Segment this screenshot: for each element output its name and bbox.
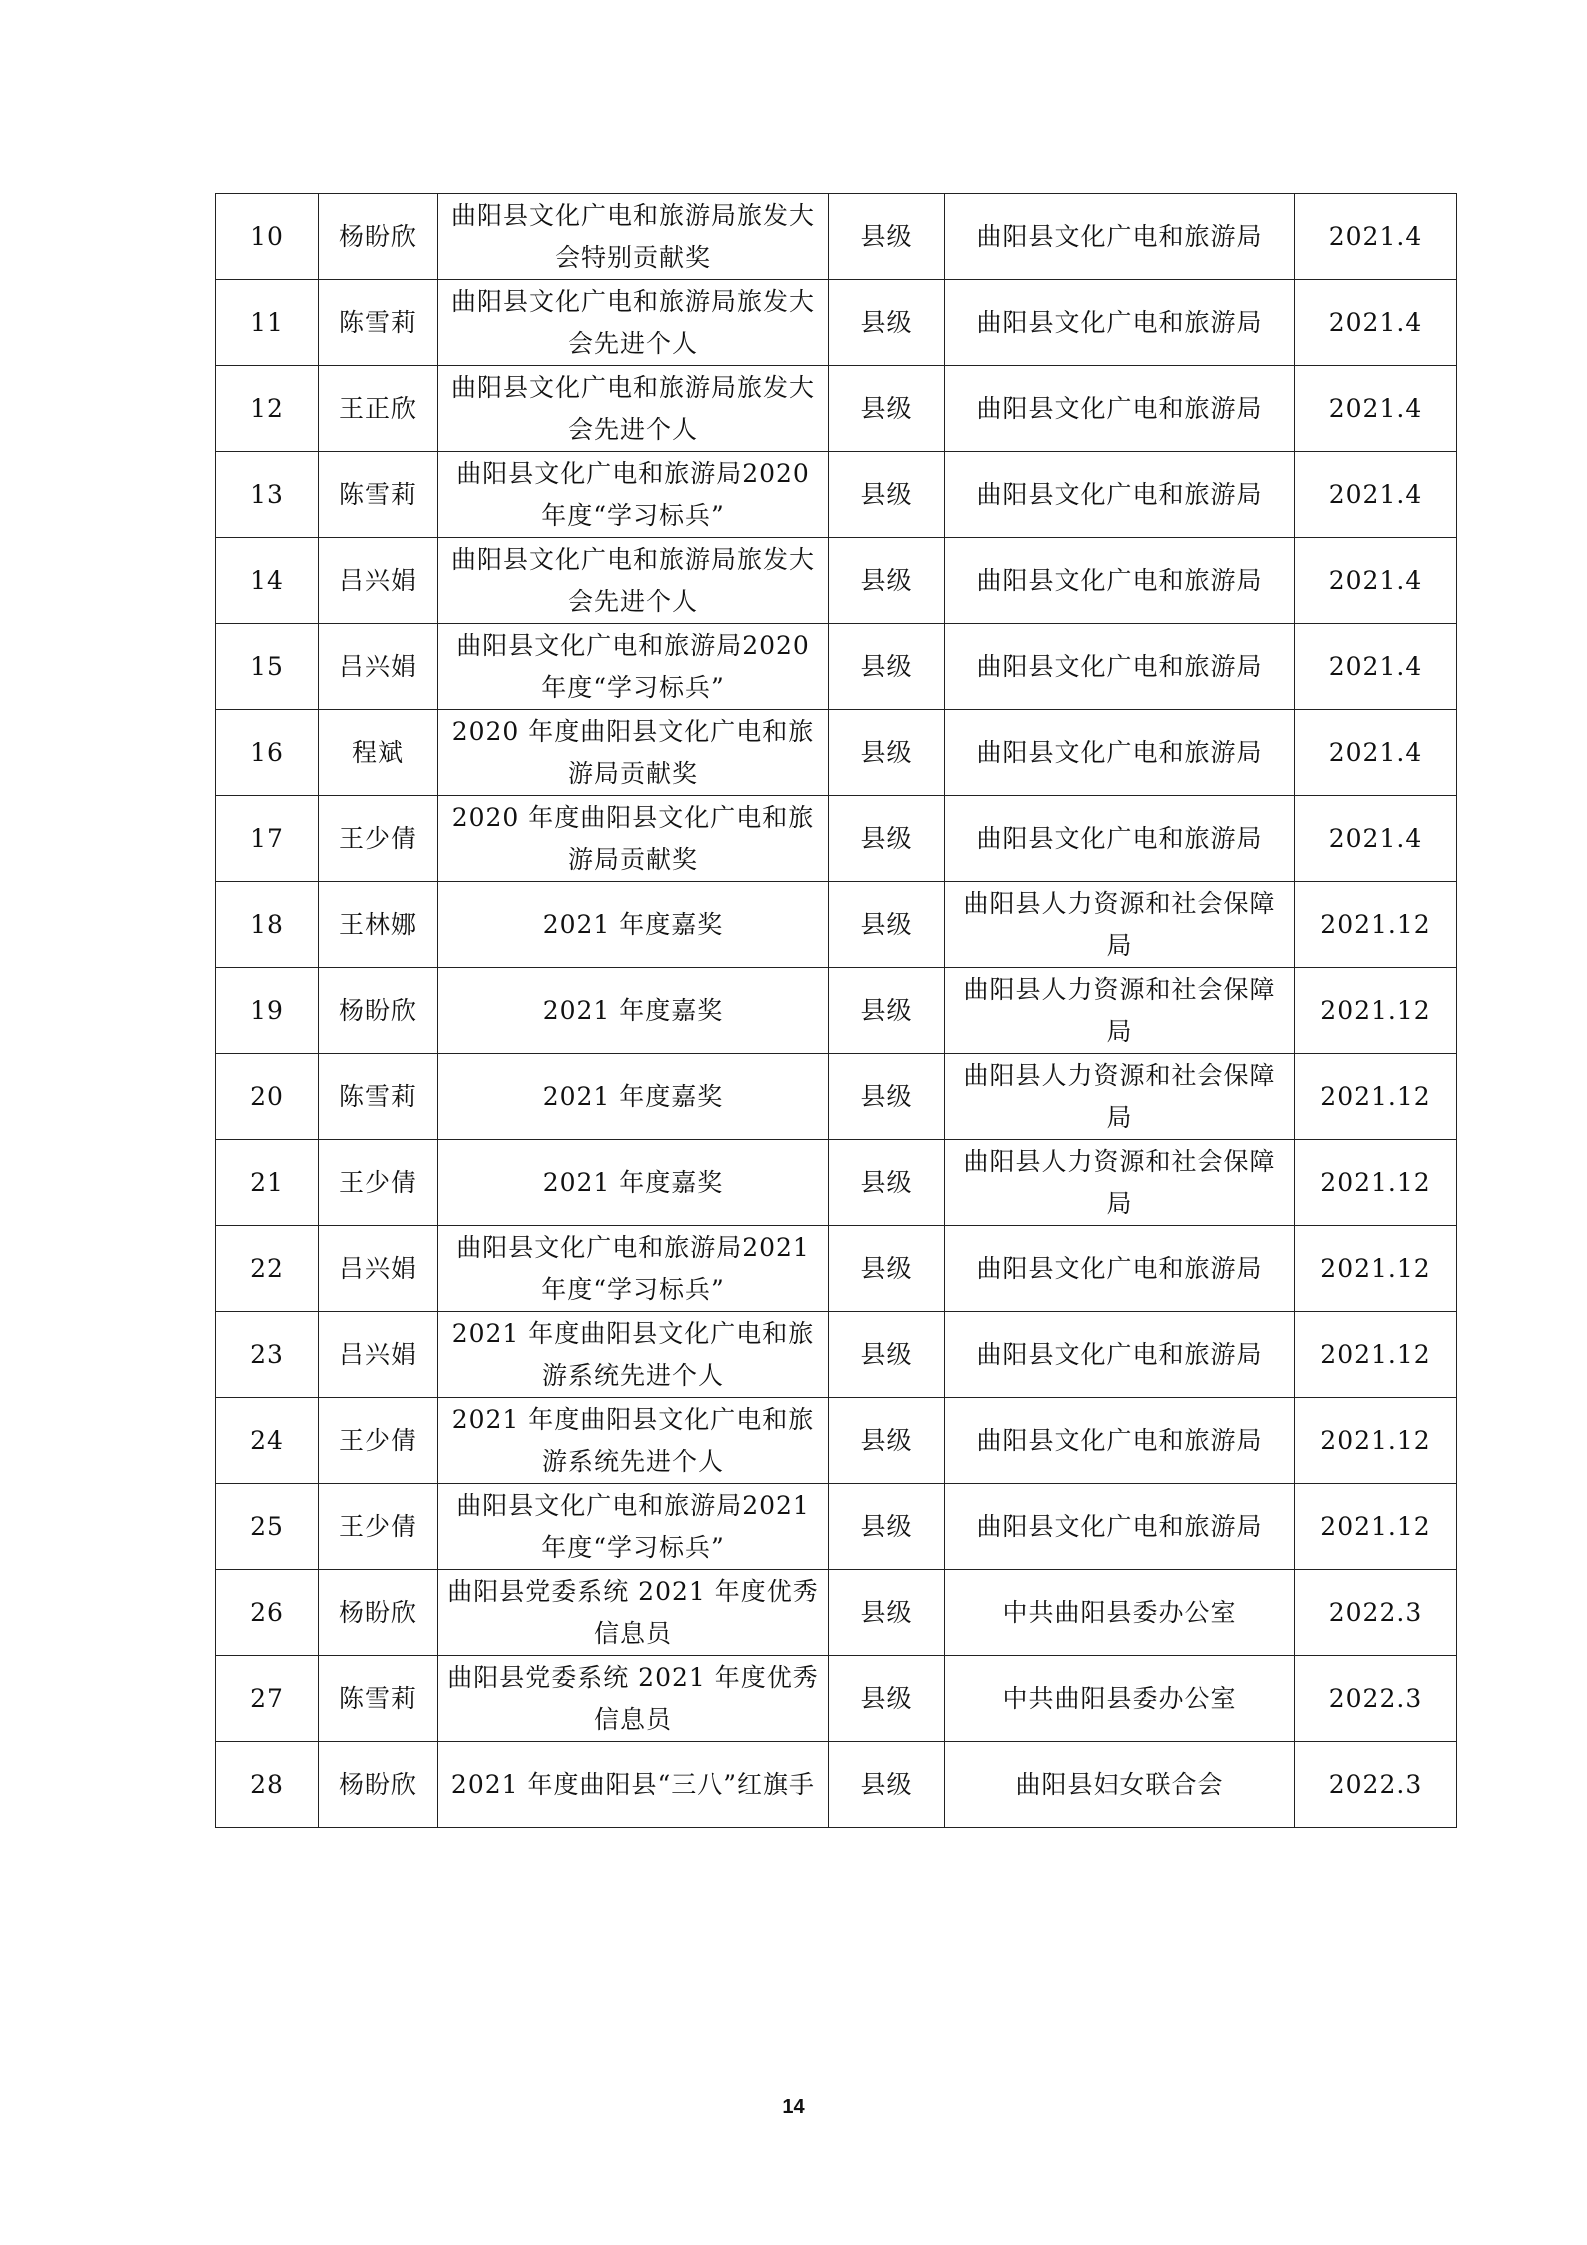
row-number: 11 — [216, 280, 319, 366]
table-row — [216, 538, 1457, 624]
award-level: 县级 — [829, 1140, 945, 1226]
table-row — [216, 1312, 1457, 1398]
table-row — [216, 968, 1457, 1054]
award-date: 2022.3 — [1295, 1656, 1457, 1742]
awards-table — [215, 193, 1457, 1828]
award-date: 2021.4 — [1295, 538, 1457, 624]
row-number: 25 — [216, 1484, 319, 1570]
winner-name: 杨盼欣 — [319, 1742, 438, 1828]
award-level: 县级 — [829, 194, 945, 280]
award-level: 县级 — [829, 1054, 945, 1140]
row-number: 17 — [216, 796, 319, 882]
row-number: 12 — [216, 366, 319, 452]
award-title: 2021 年度嘉奖 — [438, 1054, 829, 1140]
winner-name: 王林娜 — [319, 882, 438, 968]
issuing-organization: 曲阳县文化广电和旅游局 — [945, 366, 1295, 452]
award-level: 县级 — [829, 366, 945, 452]
award-date: 2021.12 — [1295, 1140, 1457, 1226]
award-date: 2021.12 — [1295, 968, 1457, 1054]
table-row — [216, 1742, 1457, 1828]
winner-name: 吕兴娟 — [319, 1312, 438, 1398]
issuing-organization: 曲阳县人力资源和社会保障局 — [945, 1140, 1295, 1226]
award-date: 2021.12 — [1295, 882, 1457, 968]
award-level: 县级 — [829, 1570, 945, 1656]
issuing-organization: 曲阳县文化广电和旅游局 — [945, 1312, 1295, 1398]
issuing-organization: 曲阳县人力资源和社会保障局 — [945, 882, 1295, 968]
award-title: 曲阳县文化广电和旅游局旅发大会先进个人 — [438, 366, 829, 452]
award-level: 县级 — [829, 624, 945, 710]
table-row — [216, 1398, 1457, 1484]
award-level: 县级 — [829, 796, 945, 882]
award-title: 2021 年度嘉奖 — [438, 968, 829, 1054]
winner-name: 王正欣 — [319, 366, 438, 452]
winner-name: 吕兴娟 — [319, 1226, 438, 1312]
award-title: 2020 年度曲阳县文化广电和旅游局贡献奖 — [438, 796, 829, 882]
table-row — [216, 710, 1457, 796]
row-number: 24 — [216, 1398, 319, 1484]
award-title: 曲阳县文化广电和旅游局2020 年度“学习标兵” — [438, 452, 829, 538]
table-row — [216, 1656, 1457, 1742]
award-level: 县级 — [829, 710, 945, 796]
row-number: 16 — [216, 710, 319, 796]
issuing-organization: 曲阳县文化广电和旅游局 — [945, 194, 1295, 280]
row-number: 23 — [216, 1312, 319, 1398]
winner-name: 陈雪莉 — [319, 280, 438, 366]
award-title: 2021 年度嘉奖 — [438, 1140, 829, 1226]
table-row — [216, 1570, 1457, 1656]
row-number: 19 — [216, 968, 319, 1054]
award-date: 2021.4 — [1295, 796, 1457, 882]
award-title: 曲阳县文化广电和旅游局2020 年度“学习标兵” — [438, 624, 829, 710]
issuing-organization: 中共曲阳县委办公室 — [945, 1570, 1295, 1656]
award-title: 曲阳县文化广电和旅游局2021 年度“学习标兵” — [438, 1484, 829, 1570]
winner-name: 吕兴娟 — [319, 624, 438, 710]
award-level: 县级 — [829, 280, 945, 366]
winner-name: 杨盼欣 — [319, 194, 438, 280]
award-level: 县级 — [829, 882, 945, 968]
row-number: 14 — [216, 538, 319, 624]
award-date: 2021.4 — [1295, 452, 1457, 538]
award-title: 曲阳县文化广电和旅游局旅发大会特别贡献奖 — [438, 194, 829, 280]
issuing-organization: 曲阳县文化广电和旅游局 — [945, 710, 1295, 796]
page-number: 14 — [782, 2096, 805, 2118]
table-row — [216, 1140, 1457, 1226]
row-number: 15 — [216, 624, 319, 710]
award-level: 县级 — [829, 1312, 945, 1398]
issuing-organization: 曲阳县文化广电和旅游局 — [945, 280, 1295, 366]
award-date: 2022.3 — [1295, 1742, 1457, 1828]
table-row — [216, 1484, 1457, 1570]
row-number: 18 — [216, 882, 319, 968]
winner-name: 程斌 — [319, 710, 438, 796]
row-number: 22 — [216, 1226, 319, 1312]
issuing-organization: 曲阳县妇女联合会 — [945, 1742, 1295, 1828]
award-title: 2021 年度嘉奖 — [438, 882, 829, 968]
table-row — [216, 452, 1457, 538]
award-level: 县级 — [829, 452, 945, 538]
award-date: 2022.3 — [1295, 1570, 1457, 1656]
award-date: 2021.4 — [1295, 624, 1457, 710]
winner-name: 王少倩 — [319, 1398, 438, 1484]
award-level: 县级 — [829, 1226, 945, 1312]
award-level: 县级 — [829, 1484, 945, 1570]
winner-name: 王少倩 — [319, 796, 438, 882]
issuing-organization: 曲阳县文化广电和旅游局 — [945, 624, 1295, 710]
award-title: 曲阳县文化广电和旅游局旅发大会先进个人 — [438, 280, 829, 366]
award-level: 县级 — [829, 1742, 945, 1828]
award-date: 2021.4 — [1295, 194, 1457, 280]
winner-name: 陈雪莉 — [319, 1054, 438, 1140]
award-title: 曲阳县文化广电和旅游局旅发大会先进个人 — [438, 538, 829, 624]
award-date: 2021.12 — [1295, 1398, 1457, 1484]
issuing-organization: 曲阳县文化广电和旅游局 — [945, 1398, 1295, 1484]
issuing-organization: 曲阳县人力资源和社会保障局 — [945, 1054, 1295, 1140]
issuing-organization: 曲阳县文化广电和旅游局 — [945, 796, 1295, 882]
award-level: 县级 — [829, 1398, 945, 1484]
award-level: 县级 — [829, 538, 945, 624]
row-number: 28 — [216, 1742, 319, 1828]
table-row — [216, 624, 1457, 710]
issuing-organization: 曲阳县文化广电和旅游局 — [945, 538, 1295, 624]
award-title: 2021 年度曲阳县文化广电和旅游系统先进个人 — [438, 1312, 829, 1398]
award-date: 2021.12 — [1295, 1054, 1457, 1140]
row-number: 27 — [216, 1656, 319, 1742]
row-number: 13 — [216, 452, 319, 538]
table-row — [216, 1226, 1457, 1312]
award-level: 县级 — [829, 1656, 945, 1742]
winner-name: 陈雪莉 — [319, 1656, 438, 1742]
issuing-organization: 中共曲阳县委办公室 — [945, 1656, 1295, 1742]
award-title: 曲阳县文化广电和旅游局2021 年度“学习标兵” — [438, 1226, 829, 1312]
award-title: 2020 年度曲阳县文化广电和旅游局贡献奖 — [438, 710, 829, 796]
award-date: 2021.4 — [1295, 366, 1457, 452]
award-level: 县级 — [829, 968, 945, 1054]
issuing-organization: 曲阳县文化广电和旅游局 — [945, 452, 1295, 538]
issuing-organization: 曲阳县文化广电和旅游局 — [945, 1484, 1295, 1570]
table-row — [216, 366, 1457, 452]
row-number: 21 — [216, 1140, 319, 1226]
award-date: 2021.4 — [1295, 280, 1457, 366]
winner-name: 杨盼欣 — [319, 1570, 438, 1656]
row-number: 20 — [216, 1054, 319, 1140]
table-row — [216, 882, 1457, 968]
winner-name: 陈雪莉 — [319, 452, 438, 538]
award-date: 2021.4 — [1295, 710, 1457, 796]
award-title: 2021 年度曲阳县“三八”红旗手 — [438, 1742, 829, 1828]
winner-name: 吕兴娟 — [319, 538, 438, 624]
issuing-organization: 曲阳县文化广电和旅游局 — [945, 1226, 1295, 1312]
table-row — [216, 796, 1457, 882]
row-number: 10 — [216, 194, 319, 280]
winner-name: 王少倩 — [319, 1484, 438, 1570]
table-row — [216, 194, 1457, 280]
table-row — [216, 280, 1457, 366]
award-date: 2021.12 — [1295, 1484, 1457, 1570]
issuing-organization: 曲阳县人力资源和社会保障局 — [945, 968, 1295, 1054]
winner-name: 王少倩 — [319, 1140, 438, 1226]
award-date: 2021.12 — [1295, 1226, 1457, 1312]
award-title: 曲阳县党委系统 2021 年度优秀信息员 — [438, 1570, 829, 1656]
award-title: 2021 年度曲阳县文化广电和旅游系统先进个人 — [438, 1398, 829, 1484]
award-date: 2021.12 — [1295, 1312, 1457, 1398]
winner-name: 杨盼欣 — [319, 968, 438, 1054]
award-title: 曲阳县党委系统 2021 年度优秀信息员 — [438, 1656, 829, 1742]
table-row — [216, 1054, 1457, 1140]
awards-table-body — [216, 194, 1457, 1828]
row-number: 26 — [216, 1570, 319, 1656]
